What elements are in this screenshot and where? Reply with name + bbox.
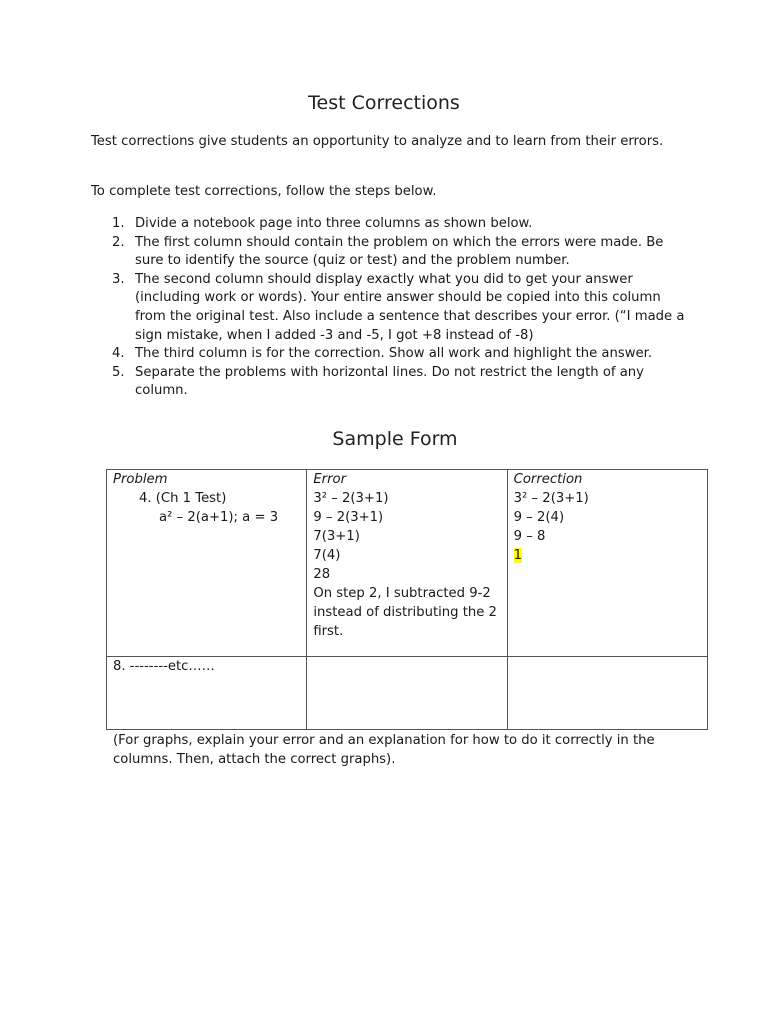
step-text: The third column is for the correction. Show all work and highlight the answer. bbox=[135, 346, 653, 362]
problem-header: Problem bbox=[113, 472, 168, 487]
step-item bbox=[90, 271, 690, 345]
step-number: 4. bbox=[112, 346, 125, 362]
step-text: The second column should display exactly what you did to get your answer (including work or words). Your entire answer should be copied into this column from the original test. Also include a sentence that describes your error. (“I made a sign mistake, when I added -3 and -5, I got +8 instead of -8) bbox=[135, 271, 685, 343]
correction-cell bbox=[507, 657, 707, 730]
step-text: The first column should contain the problem on which the errors were made. Be sure to identify the source (quiz or test) and the problem number. bbox=[135, 234, 664, 269]
error-cell bbox=[307, 470, 507, 657]
step-number: 1. bbox=[112, 216, 125, 231]
error-line: 7(3+1) bbox=[313, 529, 360, 544]
table-row bbox=[107, 657, 708, 730]
problem-cell bbox=[107, 470, 307, 657]
sample-form-title: Sample Form bbox=[332, 428, 458, 450]
error-line: 28 bbox=[313, 567, 331, 582]
problem-source: 4. (Ch 1 Test) bbox=[139, 491, 227, 506]
correction-header: Correction bbox=[513, 472, 583, 487]
steps-intro-paragraph: To complete test corrections, follow the steps below. bbox=[91, 184, 437, 199]
step-text: Separate the problems with horizontal lines. Do not restrict the length of any column. bbox=[135, 364, 644, 399]
error-header: Error bbox=[313, 472, 346, 487]
error-line: 3² – 2(3+1) bbox=[313, 491, 389, 506]
page-title: Test Corrections bbox=[308, 92, 460, 114]
correction-line: 3² – 2(3+1) bbox=[513, 491, 589, 506]
step-number: 5. bbox=[112, 364, 125, 380]
step-item bbox=[90, 234, 690, 271]
sample-form-table bbox=[106, 469, 708, 730]
step-number: 3. bbox=[112, 271, 125, 287]
correction-line: 9 – 2(4) bbox=[513, 510, 565, 525]
error-explanation: On step 2, I subtracted 9-2 instead of distributing the 2 first. bbox=[313, 586, 497, 639]
problem-cell: 8. --------etc…… bbox=[107, 657, 307, 730]
step-number: 2. bbox=[112, 234, 125, 250]
error-line: 9 – 2(3+1) bbox=[313, 510, 384, 525]
step-text: Divide a notebook page into three columns as shown below. bbox=[135, 216, 533, 231]
step-item bbox=[90, 215, 690, 234]
error-cell bbox=[307, 657, 507, 730]
graphs-note: (For graphs, explain your error and an explanation for how to do it correctly in the columns. Then, attach the correct graphs). bbox=[113, 733, 655, 767]
error-line: 7(4) bbox=[313, 548, 341, 563]
table-row bbox=[107, 470, 708, 657]
steps-list bbox=[90, 215, 690, 401]
step-item bbox=[90, 345, 690, 364]
problem-expression: a² – 2(a+1); a = 3 bbox=[159, 510, 279, 525]
step-item bbox=[90, 364, 690, 401]
correction-cell bbox=[507, 470, 707, 657]
intro-paragraph: Test corrections give students an opportunity to analyze and to learn from their errors. bbox=[91, 134, 664, 149]
highlighted-answer: 1 bbox=[513, 548, 523, 563]
correction-line: 9 – 8 bbox=[513, 529, 546, 544]
